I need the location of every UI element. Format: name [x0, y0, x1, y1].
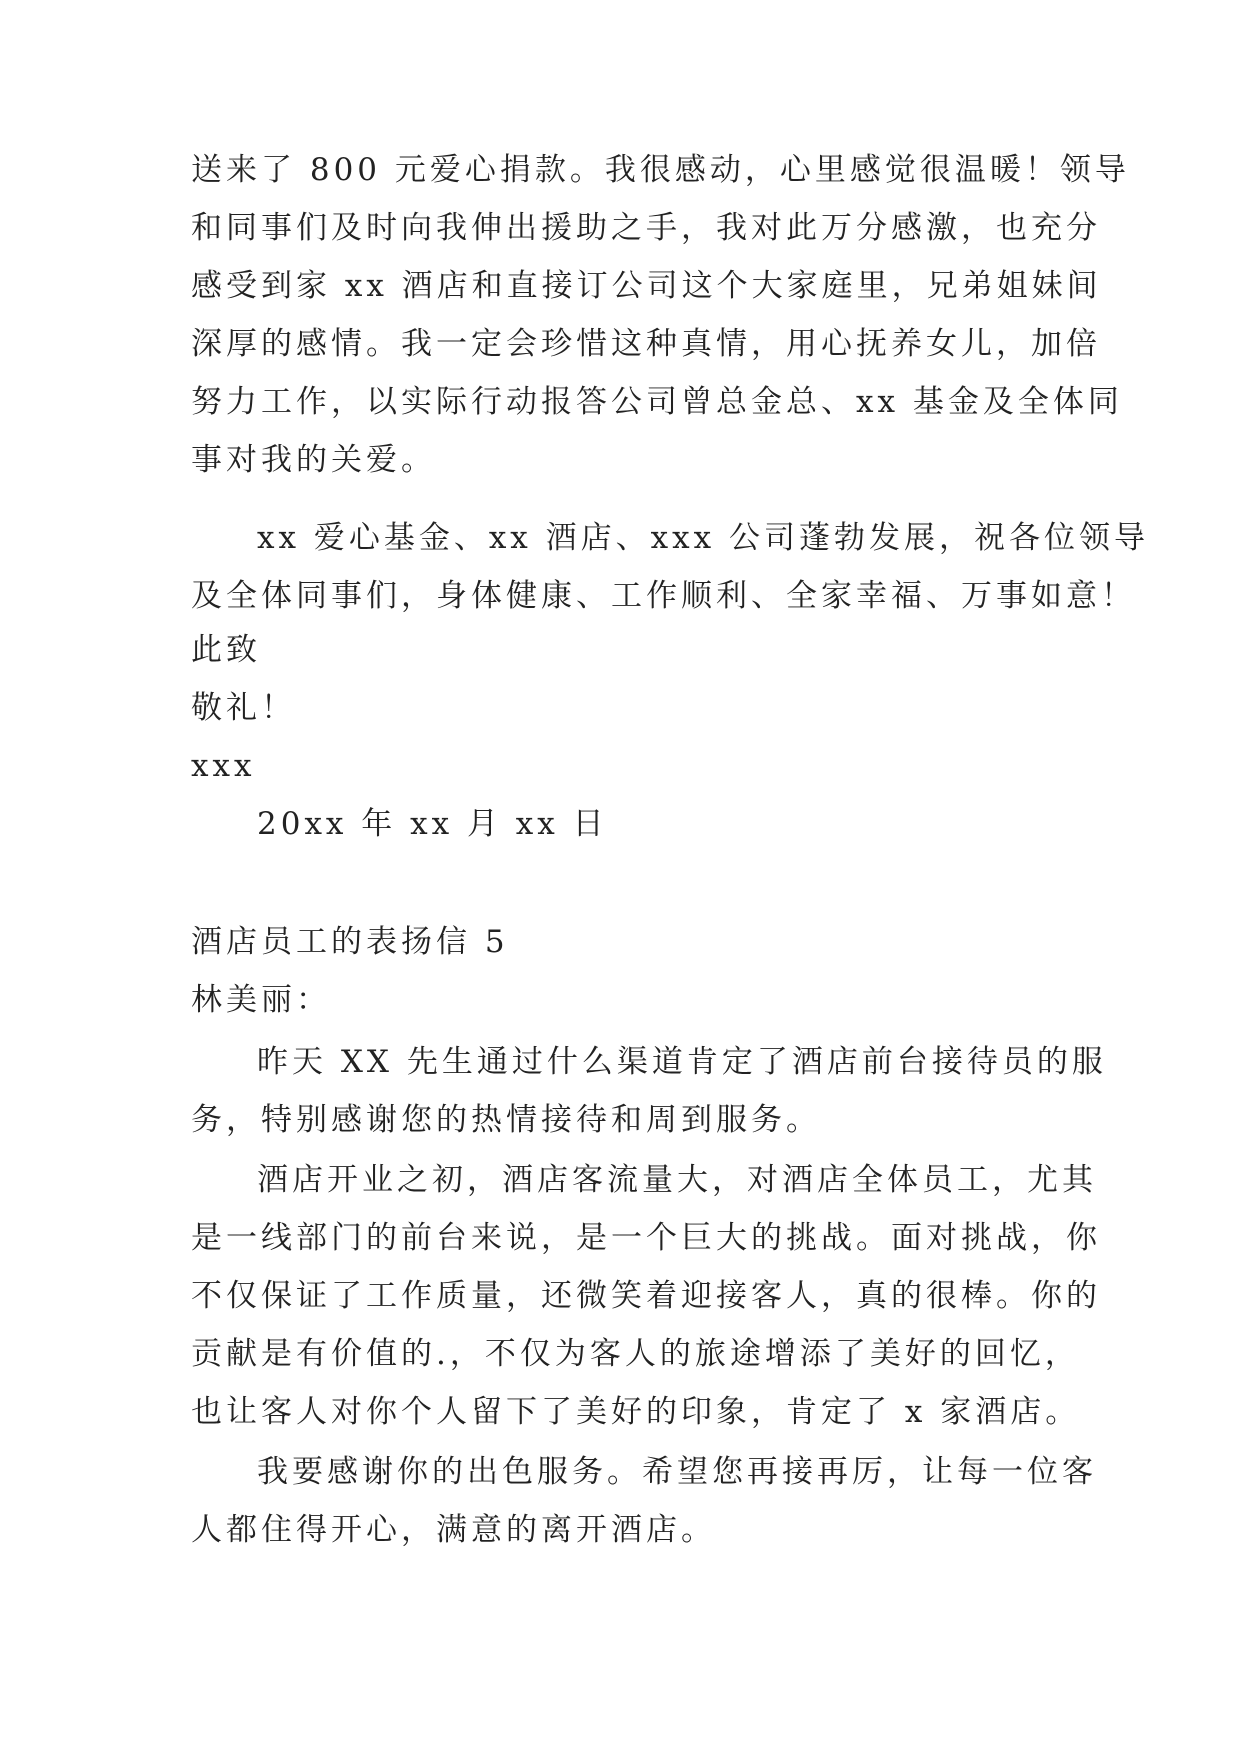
letter4-salutation: 敬礼！	[191, 690, 296, 726]
letter4-signature: xxx	[191, 748, 256, 784]
letter5-p2-line-4: 贡献是有价值的.，不仅为客人的旅途增添了美好的回忆，	[191, 1336, 1080, 1372]
letter4-line-6: 事对我的关爱。	[191, 442, 436, 478]
letter5-recipient: 林美丽：	[191, 982, 331, 1018]
letter4-line-5: 努力工作，以实际行动报答公司曾总金总、xx 基金及全体同	[191, 384, 1123, 420]
letter4-line-2: 和同事们及时向我伸出援助之手，我对此万分感激，也充分	[191, 210, 1101, 246]
letter5-p3-line-2: 人都住得开心，满意的离开酒店。	[191, 1512, 716, 1548]
letter5-p2-line-3: 不仅保证了工作质量，还微笑着迎接客人，真的很棒。你的	[191, 1278, 1101, 1314]
letter5-p2-line-2: 是一线部门的前台来说，是一个巨大的挑战。面对挑战，你	[191, 1220, 1101, 1256]
letter5-p1-line-2: 务，特别感谢您的热情接待和周到服务。	[191, 1102, 821, 1138]
letter4-line-4: 深厚的感情。我一定会珍惜这种真情，用心抚养女儿，加倍	[191, 326, 1101, 362]
letter4-line-1: 送来了 800 元爱心捐款。我很感动，心里感觉很温暖！领导	[191, 152, 1130, 188]
letter4-closing: 此致	[191, 632, 261, 668]
letter5-p2-line-1: 酒店开业之初，酒店客流量大，对酒店全体员工，尤其	[257, 1162, 1097, 1198]
letter4-date: 20xx 年 xx 月 xx 日	[257, 806, 608, 842]
letter4-wish-line-2: 及全体同事们，身体健康、工作顺利、全家幸福、万事如意！	[191, 578, 1136, 614]
letter5-p3-line-1: 我要感谢你的出色服务。希望您再接再厉，让每一位客	[257, 1454, 1097, 1490]
letter5-p1-line-1: 昨天 XX 先生通过什么渠道肯定了酒店前台接待员的服	[257, 1044, 1107, 1080]
letter4-wish-line-1: xx 爱心基金、xx 酒店、xxx 公司蓬勃发展，祝各位领导	[257, 520, 1149, 556]
letter4-line-3: 感受到家 xx 酒店和直接订公司这个大家庭里，兄弟姐妹间	[191, 268, 1102, 304]
letter5-title: 酒店员工的表扬信 5	[191, 924, 509, 960]
letter5-p2-line-5: 也让客人对你个人留下了美好的印象，肯定了 x 家酒店。	[191, 1394, 1081, 1430]
